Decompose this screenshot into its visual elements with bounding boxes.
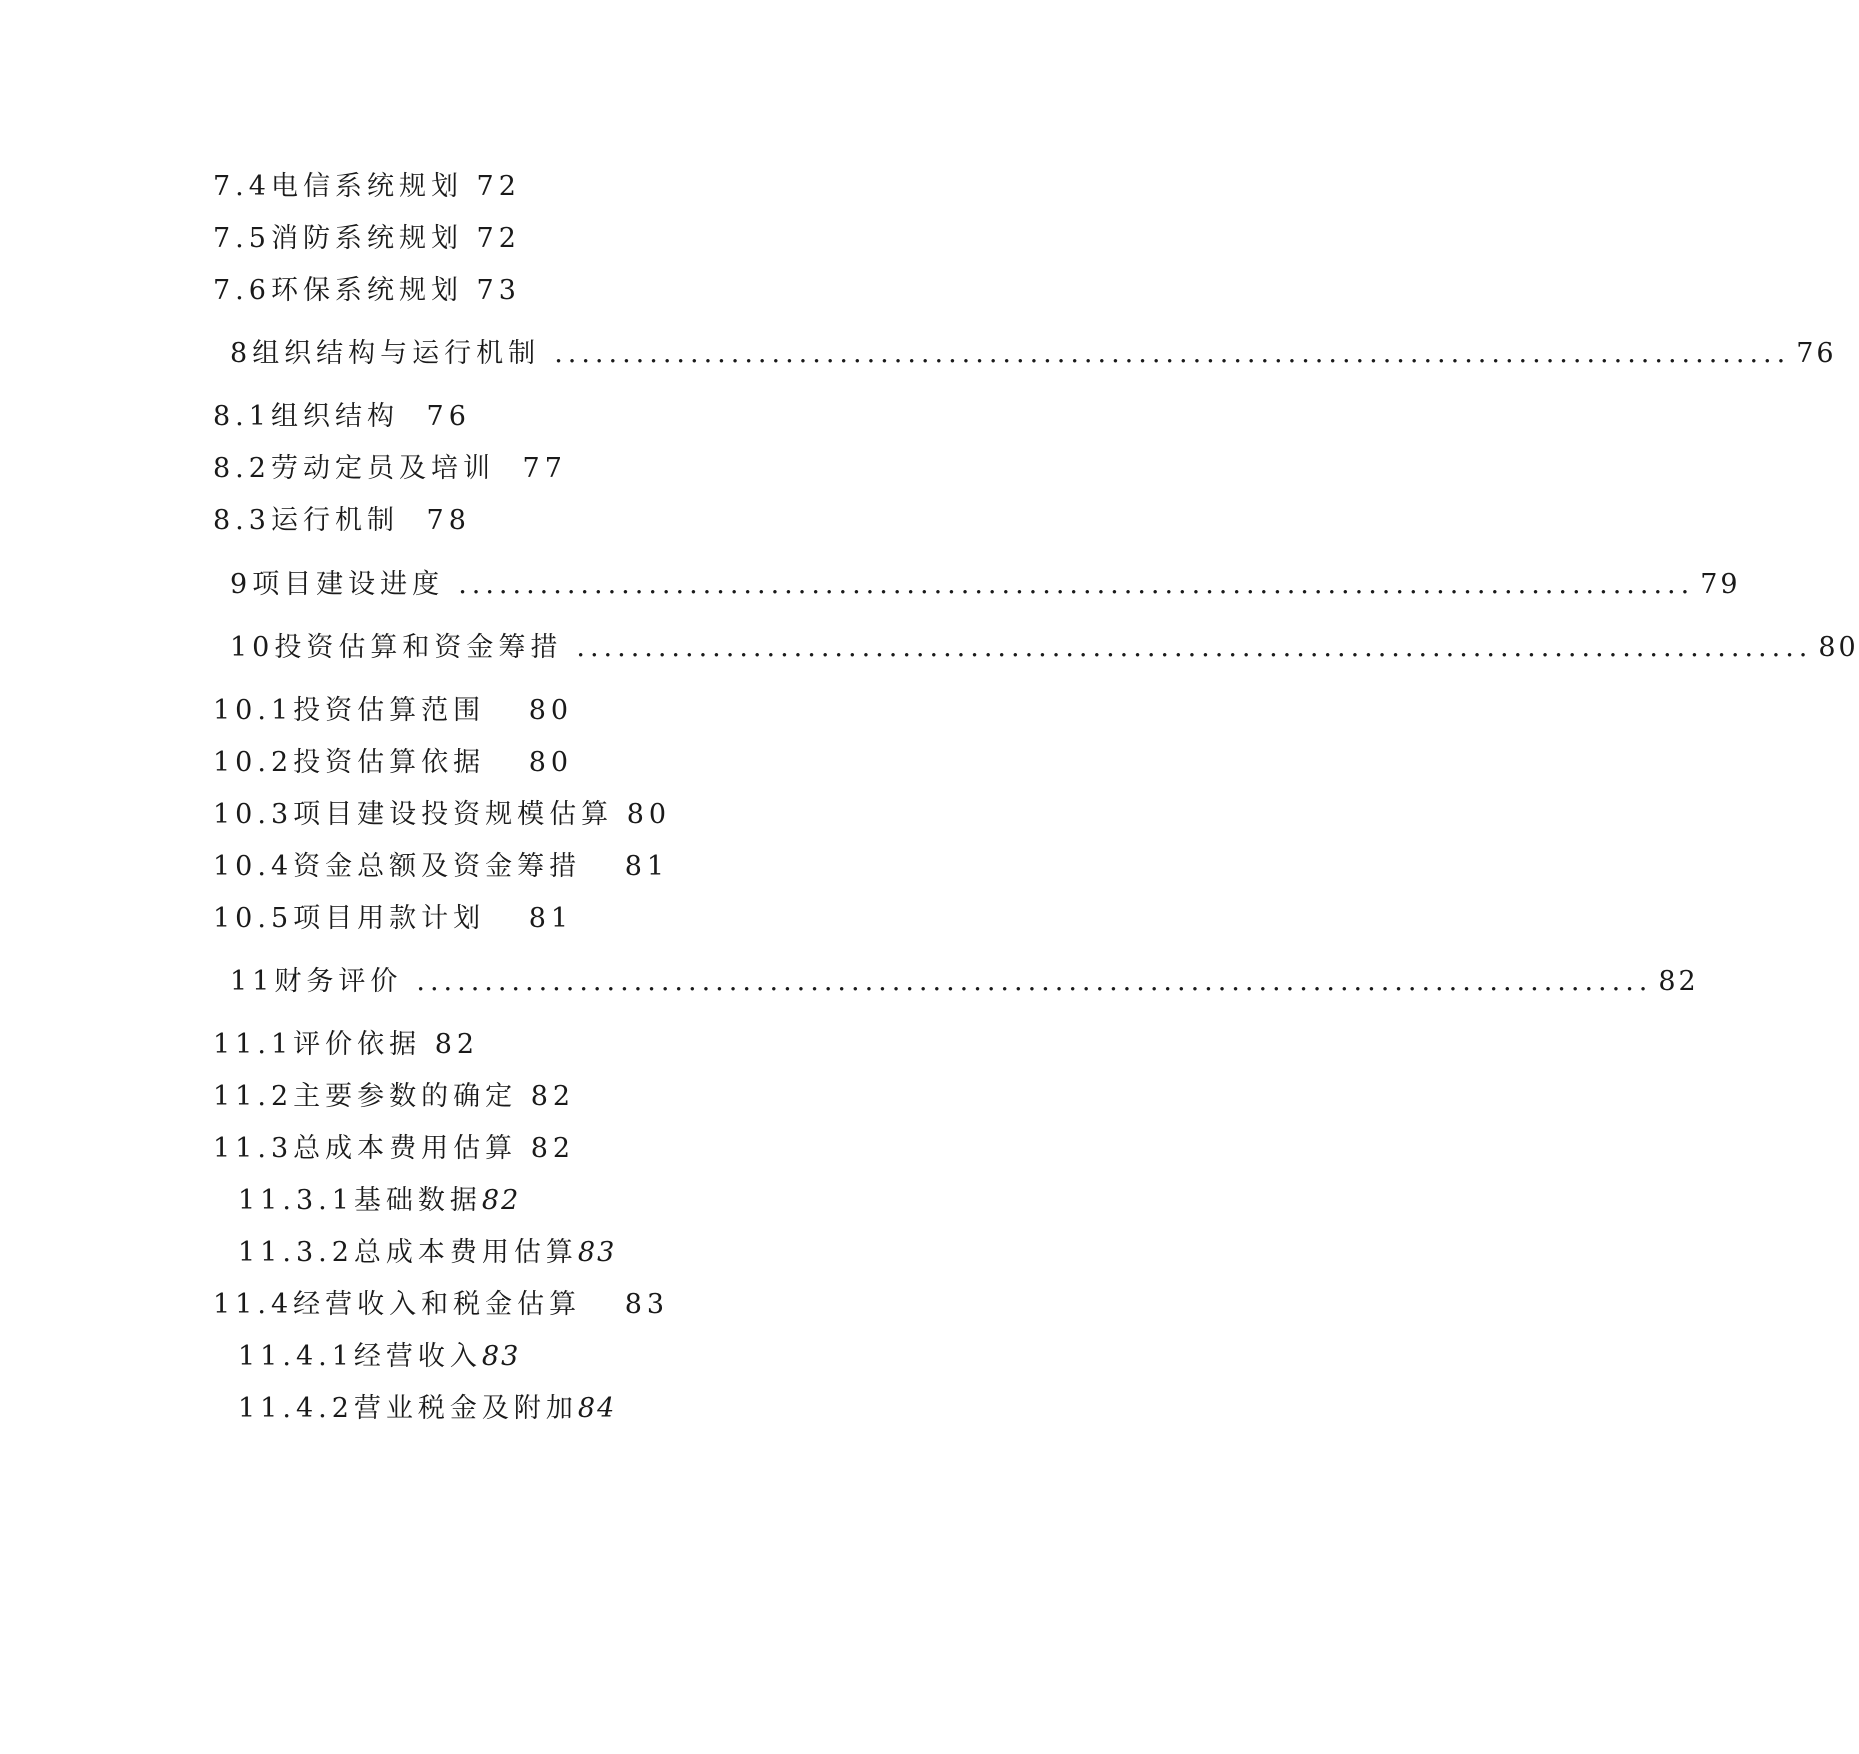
toc-title: 投资估算依据	[293, 747, 486, 778]
toc-page-number: 78	[426, 505, 471, 536]
toc-number: 8.2	[213, 453, 271, 484]
toc-entry[interactable]	[213, 397, 471, 437]
toc-entry[interactable]	[213, 219, 521, 259]
toc-number: 11.3	[213, 1133, 294, 1164]
toc-chapter-label	[230, 628, 562, 668]
toc-leader-dots: ...........................................................................................	[416, 966, 1653, 997]
toc-entry[interactable]	[213, 847, 669, 887]
toc-title: 基础数据	[353, 1185, 482, 1216]
toc-page-number: 83	[624, 1289, 670, 1320]
toc-number: 10	[230, 632, 275, 663]
toc-subentry[interactable]	[238, 1337, 520, 1377]
toc-page-number: 80	[626, 799, 672, 830]
toc-entry[interactable]	[213, 691, 573, 731]
toc-entry[interactable]	[213, 271, 521, 311]
toc-number: 9	[230, 569, 253, 600]
toc-entry[interactable]	[213, 1129, 575, 1169]
toc-chapter-label	[230, 962, 402, 1002]
toc-number: 11.4	[213, 1289, 294, 1320]
toc-page-number: 81	[528, 903, 574, 934]
toc-page-number: 81	[624, 851, 670, 882]
toc-page-number: 80	[528, 747, 574, 778]
toc-title: 电信系统规划	[270, 171, 463, 202]
toc-title: 项目用款计划	[293, 903, 486, 934]
toc-number: 11.4.1	[238, 1341, 354, 1372]
toc-title: 项目建设投资规模估算	[293, 799, 614, 830]
toc-title: 评价依据	[293, 1029, 422, 1060]
toc-title: 环保系统规划	[270, 275, 463, 306]
toc-title: 投资估算和资金筹措	[274, 632, 563, 663]
toc-number: 10.4	[213, 851, 294, 882]
toc-title: 投资估算范围	[293, 695, 486, 726]
toc-title: 项目建设进度	[252, 569, 445, 600]
toc-title: 组织结构与运行机制	[252, 338, 541, 369]
toc-number: 8.1	[213, 401, 271, 432]
toc-title: 营业税金及附加	[353, 1393, 578, 1424]
toc-number: 11	[230, 966, 275, 997]
toc-title: 组织结构	[270, 401, 399, 432]
toc-number: 10.5	[213, 903, 294, 934]
toc-page-number: 83	[577, 1237, 617, 1268]
toc-title: 经营收入和税金估算	[293, 1289, 582, 1320]
toc-page-number: 76	[1796, 338, 1837, 369]
toc-chapter-entry[interactable]	[230, 334, 1837, 374]
toc-page-number: 82	[530, 1133, 576, 1164]
toc-number: 10.2	[213, 747, 294, 778]
toc-number: 10.1	[213, 695, 294, 726]
toc-number: 11.1	[213, 1029, 294, 1060]
toc-entry[interactable]	[213, 449, 567, 489]
toc-entry[interactable]	[213, 743, 573, 783]
toc-title: 劳动定员及培训	[270, 453, 495, 484]
toc-page-number: 83	[481, 1341, 521, 1372]
toc-title: 总成本费用估算	[293, 1133, 518, 1164]
toc-title: 资金总额及资金筹措	[293, 851, 582, 882]
toc-entry[interactable]	[213, 167, 521, 207]
toc-page-number: 79	[1700, 569, 1741, 600]
toc-title: 财务评价	[274, 966, 403, 997]
toc-entry[interactable]	[213, 899, 573, 939]
toc-title: 经营收入	[353, 1341, 482, 1372]
toc-page-number: 72	[476, 171, 521, 202]
toc-number: 10.3	[213, 799, 294, 830]
toc-entry[interactable]	[213, 1025, 479, 1065]
toc-subentry[interactable]	[238, 1233, 616, 1273]
toc-page-number: 77	[522, 453, 567, 484]
toc-chapter-entry[interactable]	[230, 565, 1741, 605]
toc-subentry[interactable]	[238, 1181, 520, 1221]
toc-page-number: 72	[476, 223, 521, 254]
toc-page-number: 80	[1818, 632, 1859, 663]
toc-page-number: 82	[481, 1185, 521, 1216]
toc-leader-dots: ...........................................................................................	[458, 569, 1695, 600]
toc-page-number: 84	[577, 1393, 617, 1424]
toc-title: 总成本费用估算	[353, 1237, 578, 1268]
toc-page-number: 82	[1658, 966, 1699, 997]
toc-number: 8	[230, 338, 253, 369]
toc-page-number: 76	[426, 401, 471, 432]
toc-number: 11.3.1	[238, 1185, 354, 1216]
toc-title: 消防系统规划	[270, 223, 463, 254]
toc-number: 7.5	[213, 223, 271, 254]
toc-subentry[interactable]	[238, 1389, 616, 1429]
toc-entry[interactable]	[213, 501, 471, 541]
toc-number: 7.6	[213, 275, 271, 306]
toc-chapter-entry[interactable]	[230, 628, 1859, 668]
toc-title: 主要参数的确定	[293, 1081, 518, 1112]
toc-number: 8.3	[213, 505, 271, 536]
toc-chapter-entry[interactable]	[230, 962, 1699, 1002]
toc-leader-dots: ...........................................................................................	[554, 338, 1791, 369]
toc-page-number: 82	[530, 1081, 576, 1112]
toc-entry[interactable]	[213, 795, 671, 835]
toc-leader-dots: ...........................................................................................	[576, 632, 1813, 663]
toc-page-number: 82	[434, 1029, 480, 1060]
toc-entry[interactable]	[213, 1077, 575, 1117]
toc-page-number: 73	[476, 275, 521, 306]
toc-chapter-label	[230, 565, 444, 605]
toc-number: 11.4.2	[238, 1393, 354, 1424]
toc-entry[interactable]	[213, 1285, 669, 1325]
toc-title: 运行机制	[270, 505, 399, 536]
toc-number: 11.2	[213, 1081, 294, 1112]
toc-number: 11.3.2	[238, 1237, 354, 1268]
toc-number: 7.4	[213, 171, 271, 202]
toc-page-number: 80	[528, 695, 574, 726]
toc-chapter-label	[230, 334, 540, 374]
